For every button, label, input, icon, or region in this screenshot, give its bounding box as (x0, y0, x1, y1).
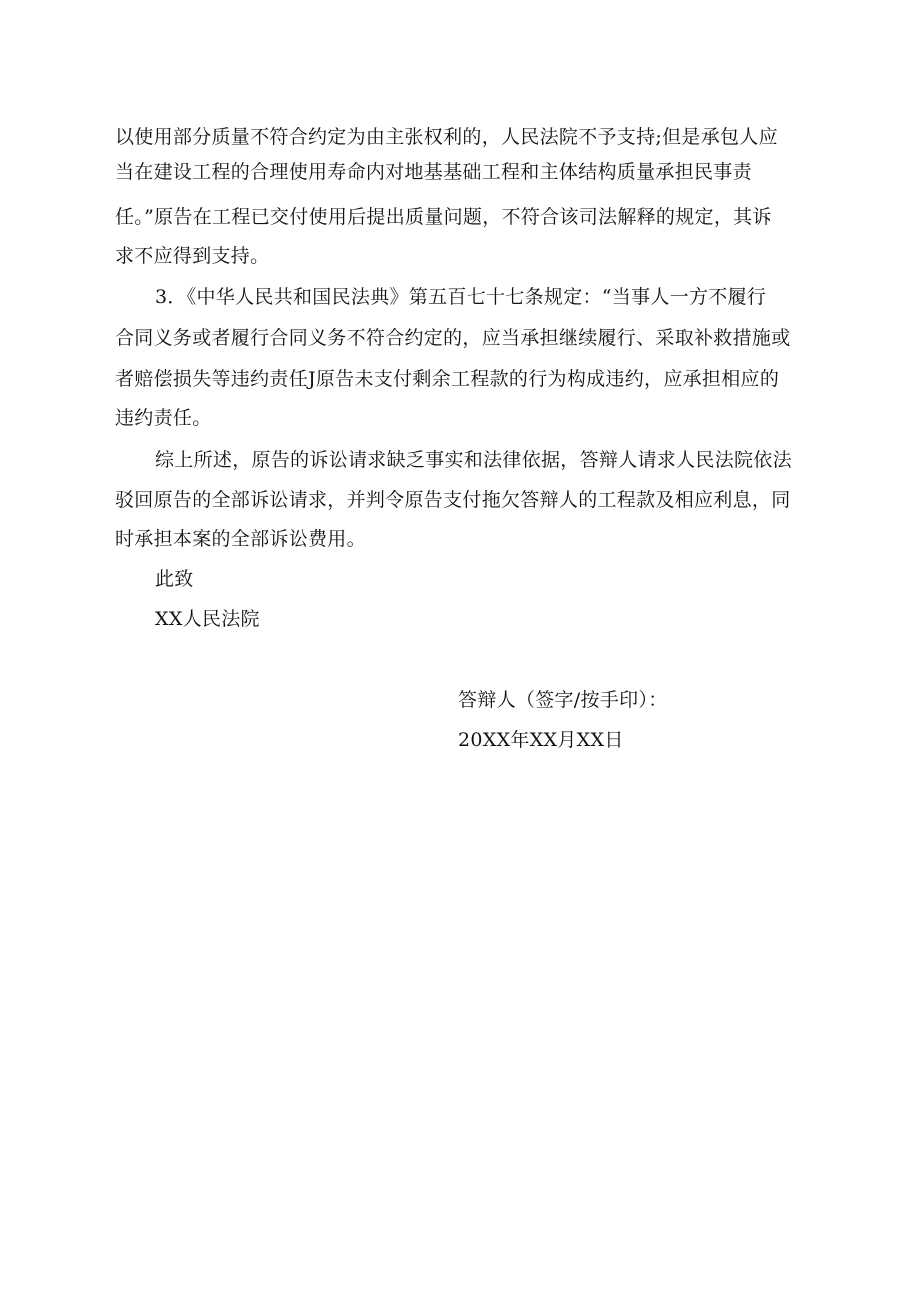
paragraph-line: 3．《中华人民共和国民法典》第五百七十七条规定：“当事人一方不履行 (155, 286, 767, 308)
signature-label: 答辩人（签字/按手印）： (458, 689, 668, 711)
document-date: 20XX年XX月XX日 (458, 729, 624, 751)
paragraph-line: 驳回原告的全部诉讼请求，并判令原告支付拖欠答辩人的工程款及相应利息，同 (115, 489, 791, 511)
paragraph-line: 求不应得到支持。 (115, 245, 270, 267)
paragraph-line: 者赔偿损失等违约责任J原告未支付剩余工程款的行为构成违约，应承担相应的 (115, 368, 780, 390)
paragraph-line: 违约责任。 (115, 407, 212, 429)
paragraph-line: 合同义务或者履行合同义务不符合约定的，应当承担继续履行、采取补救措施或 (115, 327, 791, 349)
paragraph-line: 以使用部分质量不符合约定为由主张权利的，人民法院不予支持;但是承包人应 (115, 126, 778, 148)
salutation: 此致 (155, 568, 194, 590)
paragraph-line: 当在建设工程的合理使用寿命内对地基基础工程和主体结构质量承担民事责 (115, 161, 752, 183)
paragraph-line: 时承担本案的全部诉讼费用。 (115, 528, 366, 550)
court-name: XX人民法院 (155, 608, 260, 630)
paragraph-line: 综上所述，原告的诉讼请求缺乏事实和法律依据，答辩人请求人民法院依法 (155, 449, 792, 471)
paragraph-line: 任。”原告在工程已交付使用后提出质量问题，不符合该司法解释的规定，其诉 (115, 206, 772, 228)
